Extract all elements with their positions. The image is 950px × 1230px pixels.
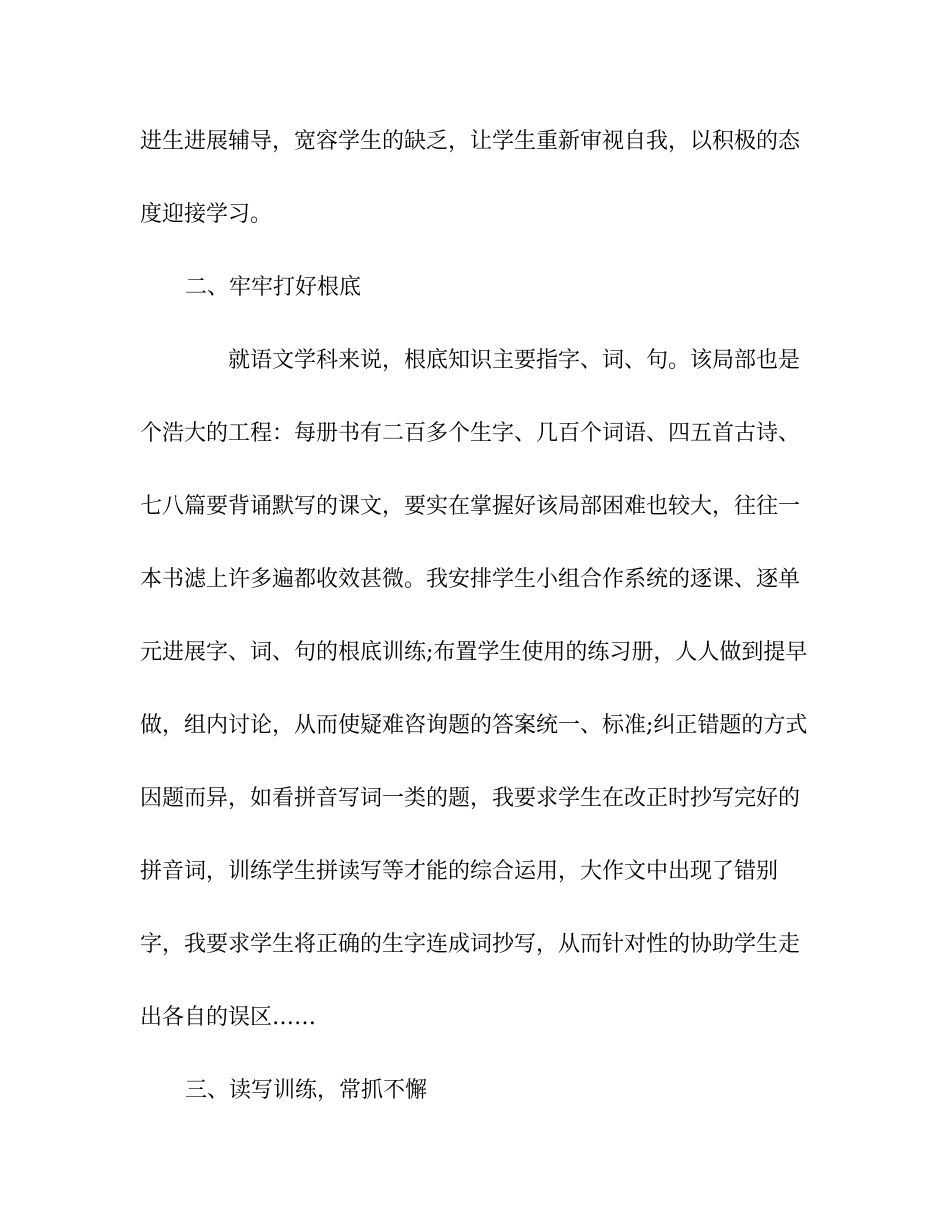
- paragraph-line: 本书滤上许多遍都收效甚微。我安排学生小组合作系统的逐课、逐单: [140, 567, 801, 592]
- paragraph-line: 度迎接学习。: [140, 202, 273, 227]
- paragraph-line: 进生进展辅导，宽容学生的缺乏，让学生重新审视自我，以积极的态: [140, 129, 801, 154]
- paragraph-line: 拼音词，训练学生拼读写等才能的综合运用，大作文中出现了错别: [140, 859, 779, 884]
- paragraph-line: 出各自的误区……: [140, 1005, 317, 1030]
- paragraph-line: 就语文学科来说，根底知识主要指字、词、句。该局部也是: [228, 348, 801, 373]
- section-heading: 二、牢牢打好根底: [185, 275, 362, 300]
- section-heading: 三、读写训练，常抓不懈: [185, 1078, 428, 1103]
- paragraph-line: 元进展字、词、句的根底训练;布置学生使用的练习册，人人做到提早: [140, 640, 808, 665]
- paragraph-line: 个浩大的工程：每册书有二百多个生字、几百个词语、四五首古诗、: [140, 421, 801, 446]
- paragraph-line: 字，我要求学生将正确的生字连成词抄写，从而针对性的协助学生走: [140, 932, 801, 957]
- paragraph-line: 七八篇要背诵默写的课文，要实在掌握好该局部困难也较大，往往一: [140, 494, 801, 519]
- paragraph-line: 做，组内讨论，从而使疑难咨询题的答案统一、标准;纠正错题的方式: [140, 713, 808, 738]
- paragraph-line: 因题而异，如看拼音写词一类的题，我要求学生在改正时抄写完好的: [140, 786, 801, 811]
